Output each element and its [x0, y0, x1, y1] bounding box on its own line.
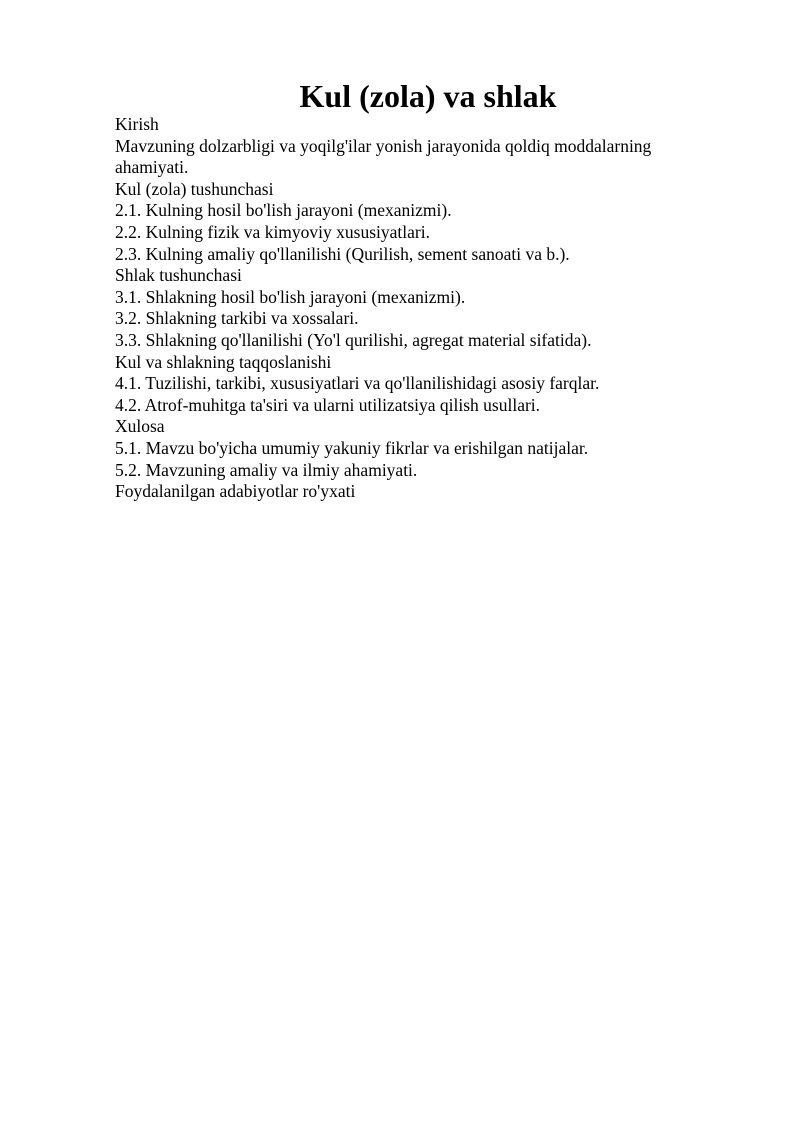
toc-item: 2.1. Kulning hosil bo'lish jarayoni (mexanizmi). [115, 200, 452, 221]
toc-section-comparison: Kul va shlakning taqqoslanishi [115, 351, 332, 372]
toc-section-ash: Kul (zola) tushunchasi [115, 178, 274, 199]
toc-section-conclusion: Xulosa [115, 416, 165, 437]
toc-section-slag: Shlak tushunchasi [115, 265, 242, 286]
toc-item: 4.2. Atrof-muhitga ta'siri va ularni utilizatsiya qilish usullari. [115, 394, 541, 415]
toc-item: 3.2. Shlakning tarkibi va xossalari. [115, 308, 359, 329]
toc-item: 2.3. Kulning amaliy qo'llanilishi (Qurilish, sement sanoati va b.). [115, 243, 570, 264]
toc-item: Mavzuning dolzarbligi va yoqilg'ilar yonish jarayonida qoldiq moddalarning ahamiyati. [115, 135, 652, 178]
toc-item: 3.1. Shlakning hosil bo'lish jarayoni (mexanizmi). [115, 286, 466, 307]
toc-item: 4.1. Tuzilishi, tarkibi, xususiyatlari va qo'llanilishidagi asosiy farqlar. [115, 373, 600, 394]
toc-item: 3.3. Shlakning qo'llanilishi (Yo'l qurilishi, agregat material sifatida). [115, 329, 592, 350]
toc-section-introduction: Kirish [115, 114, 159, 134]
toc-item: 5.2. Mavzuning amaliy va ilmiy ahamiyati. [115, 459, 418, 480]
table-of-contents [115, 114, 715, 503]
toc-item: 2.2. Kulning fizik va kimyoviy xususiyatlari. [115, 221, 430, 242]
document-title: Kul (zola) va shlak [299, 78, 557, 114]
toc-section-references: Foydalanilgan adabiyotlar ro'yxati [115, 481, 356, 502]
toc-item: 5.1. Mavzu bo'yicha umumiy yakuniy fikrlar va erishilgan natijalar. [115, 437, 589, 458]
